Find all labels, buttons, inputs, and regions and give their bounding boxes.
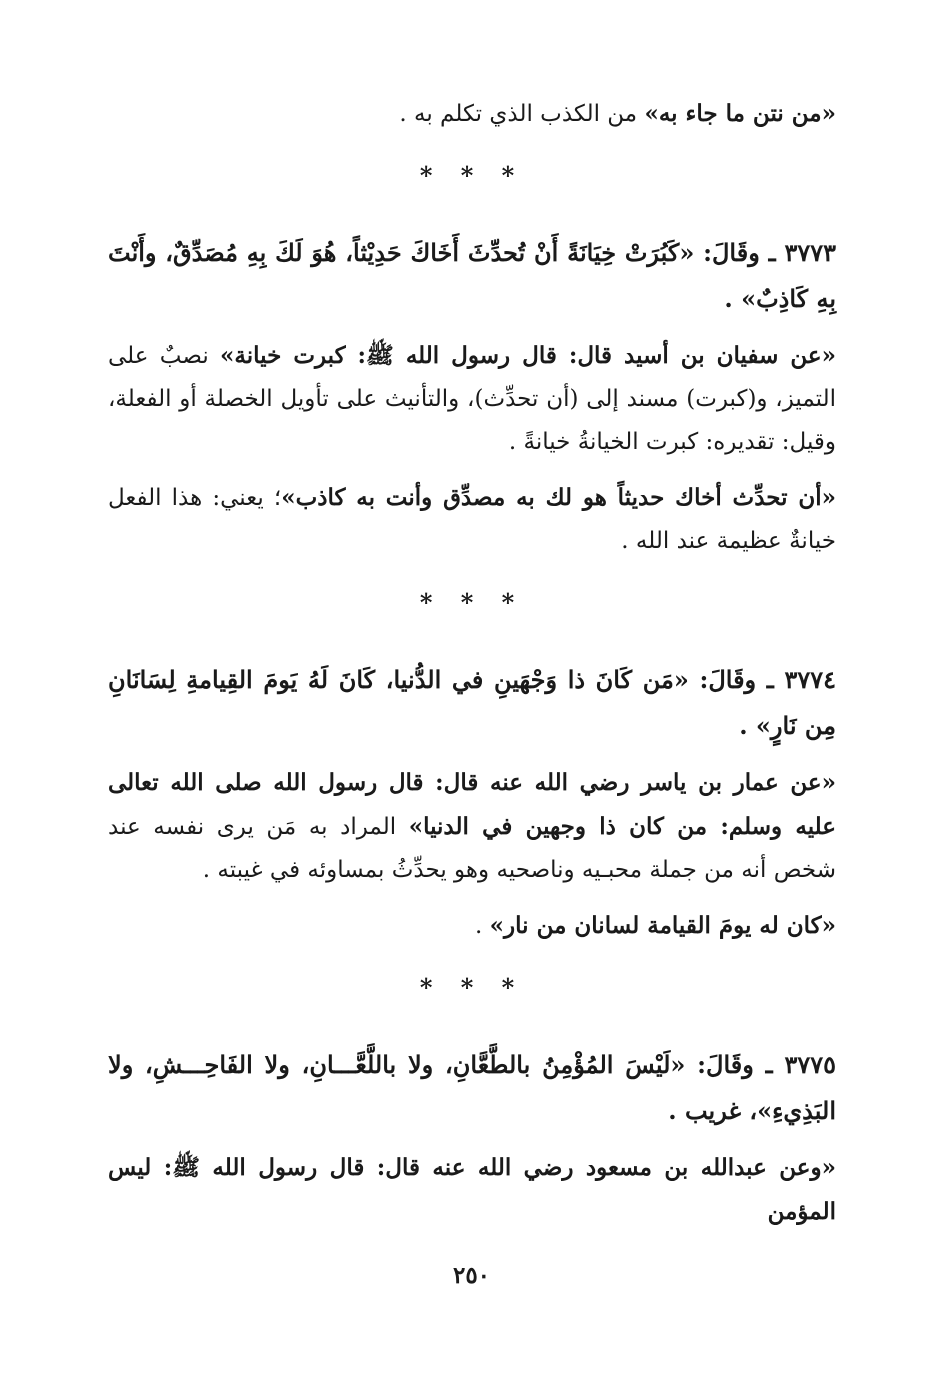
section-separator: * * *: [419, 588, 525, 617]
quoted-lead: «أن تحدِّث أخاك حديثاً هو لك به مصدِّق وأنت به كاذب»: [281, 484, 836, 511]
commentary-paragraph: [108, 1146, 836, 1234]
quoted-lead: «كان له يومَ القيامة لسانان من نار»: [489, 912, 836, 939]
paragraph-text: من الكذب الذي تكلم به .: [399, 101, 645, 127]
paragraph: [108, 92, 836, 136]
quoted-lead: «من نتن ما جاء به»: [644, 100, 836, 127]
page-body: [108, 92, 836, 1246]
hadith-3773: ٣٧٧٣ ـ وقَالَ: «كَبُرَتْ خِيَانَةً أَنْ تُحدِّثَ أَخَاكَ حَدِيْثاً، هُوَ لَكَ بِهِ مُصَدِّقٌ، وأَنْتَ بِهِ كَاذِبٌ» .: [108, 238, 836, 313]
commentary-paragraph: [108, 334, 836, 464]
paragraph-text: المراد به مَن يرى نفسه عند شخص أنه من جملة محبـيه وناصحيه وهو يحدِّثُ بمساوئه في غيبته .: [108, 814, 836, 883]
commentary-paragraph: [108, 904, 836, 948]
paragraph-text: .: [475, 913, 490, 939]
quoted-lead: «عن سفيان بن أسيد قال: قال رسول الله ﷺ: كبرت خيانة»: [220, 342, 836, 369]
paragraph-text: ؛ يعني: هذا الفعل خيانةٌ عظيمة عند الله .: [108, 485, 836, 554]
commentary-paragraph: [108, 761, 836, 892]
hadith-3774: ٣٧٧٤ ـ وقَالَ: «مَن كَانَ ذا وَجْهَينِ في الدُّنيا، كَانَ لَهُ يَومَ القِيامةِ لِسَانَانِ مِن نَارٍ» .: [108, 665, 836, 740]
hadith-3775: ٣٧٧٥ ـ وقَالَ: «لَيْسَ المُؤْمِنُ بالطَّعَّانِ، ولا باللَّعَّـــانِ، ولا الفَاحِـــشِ، ولا البَذِيءِ»، غريب .: [108, 1050, 836, 1125]
paragraph-text: نصبٌ على التميز، و(كبرت) مسند إلى (أن تحدِّث)، والتأنيث على تأويل الخصلة أو الفعلة، وقيل: تقديره: كبرت الخيانةُ خيانةً .: [108, 343, 836, 455]
section-separator: * * *: [419, 161, 525, 190]
page-number: ٢٥٠: [452, 1262, 491, 1289]
commentary-paragraph: [108, 476, 836, 563]
quoted-lead: «عن عمار بن ياسر رضي الله عنه قال: قال رسول الله صلى الله تعالى عليه وسلم: من كان ذا وجهين في الدنيا»: [108, 769, 836, 840]
quoted-lead: «وعن عبدالله بن مسعود رضي الله عنه قال: قال رسول الله ﷺ: ليس المؤمن: [108, 1154, 836, 1225]
section-separator: * * *: [419, 973, 525, 1002]
